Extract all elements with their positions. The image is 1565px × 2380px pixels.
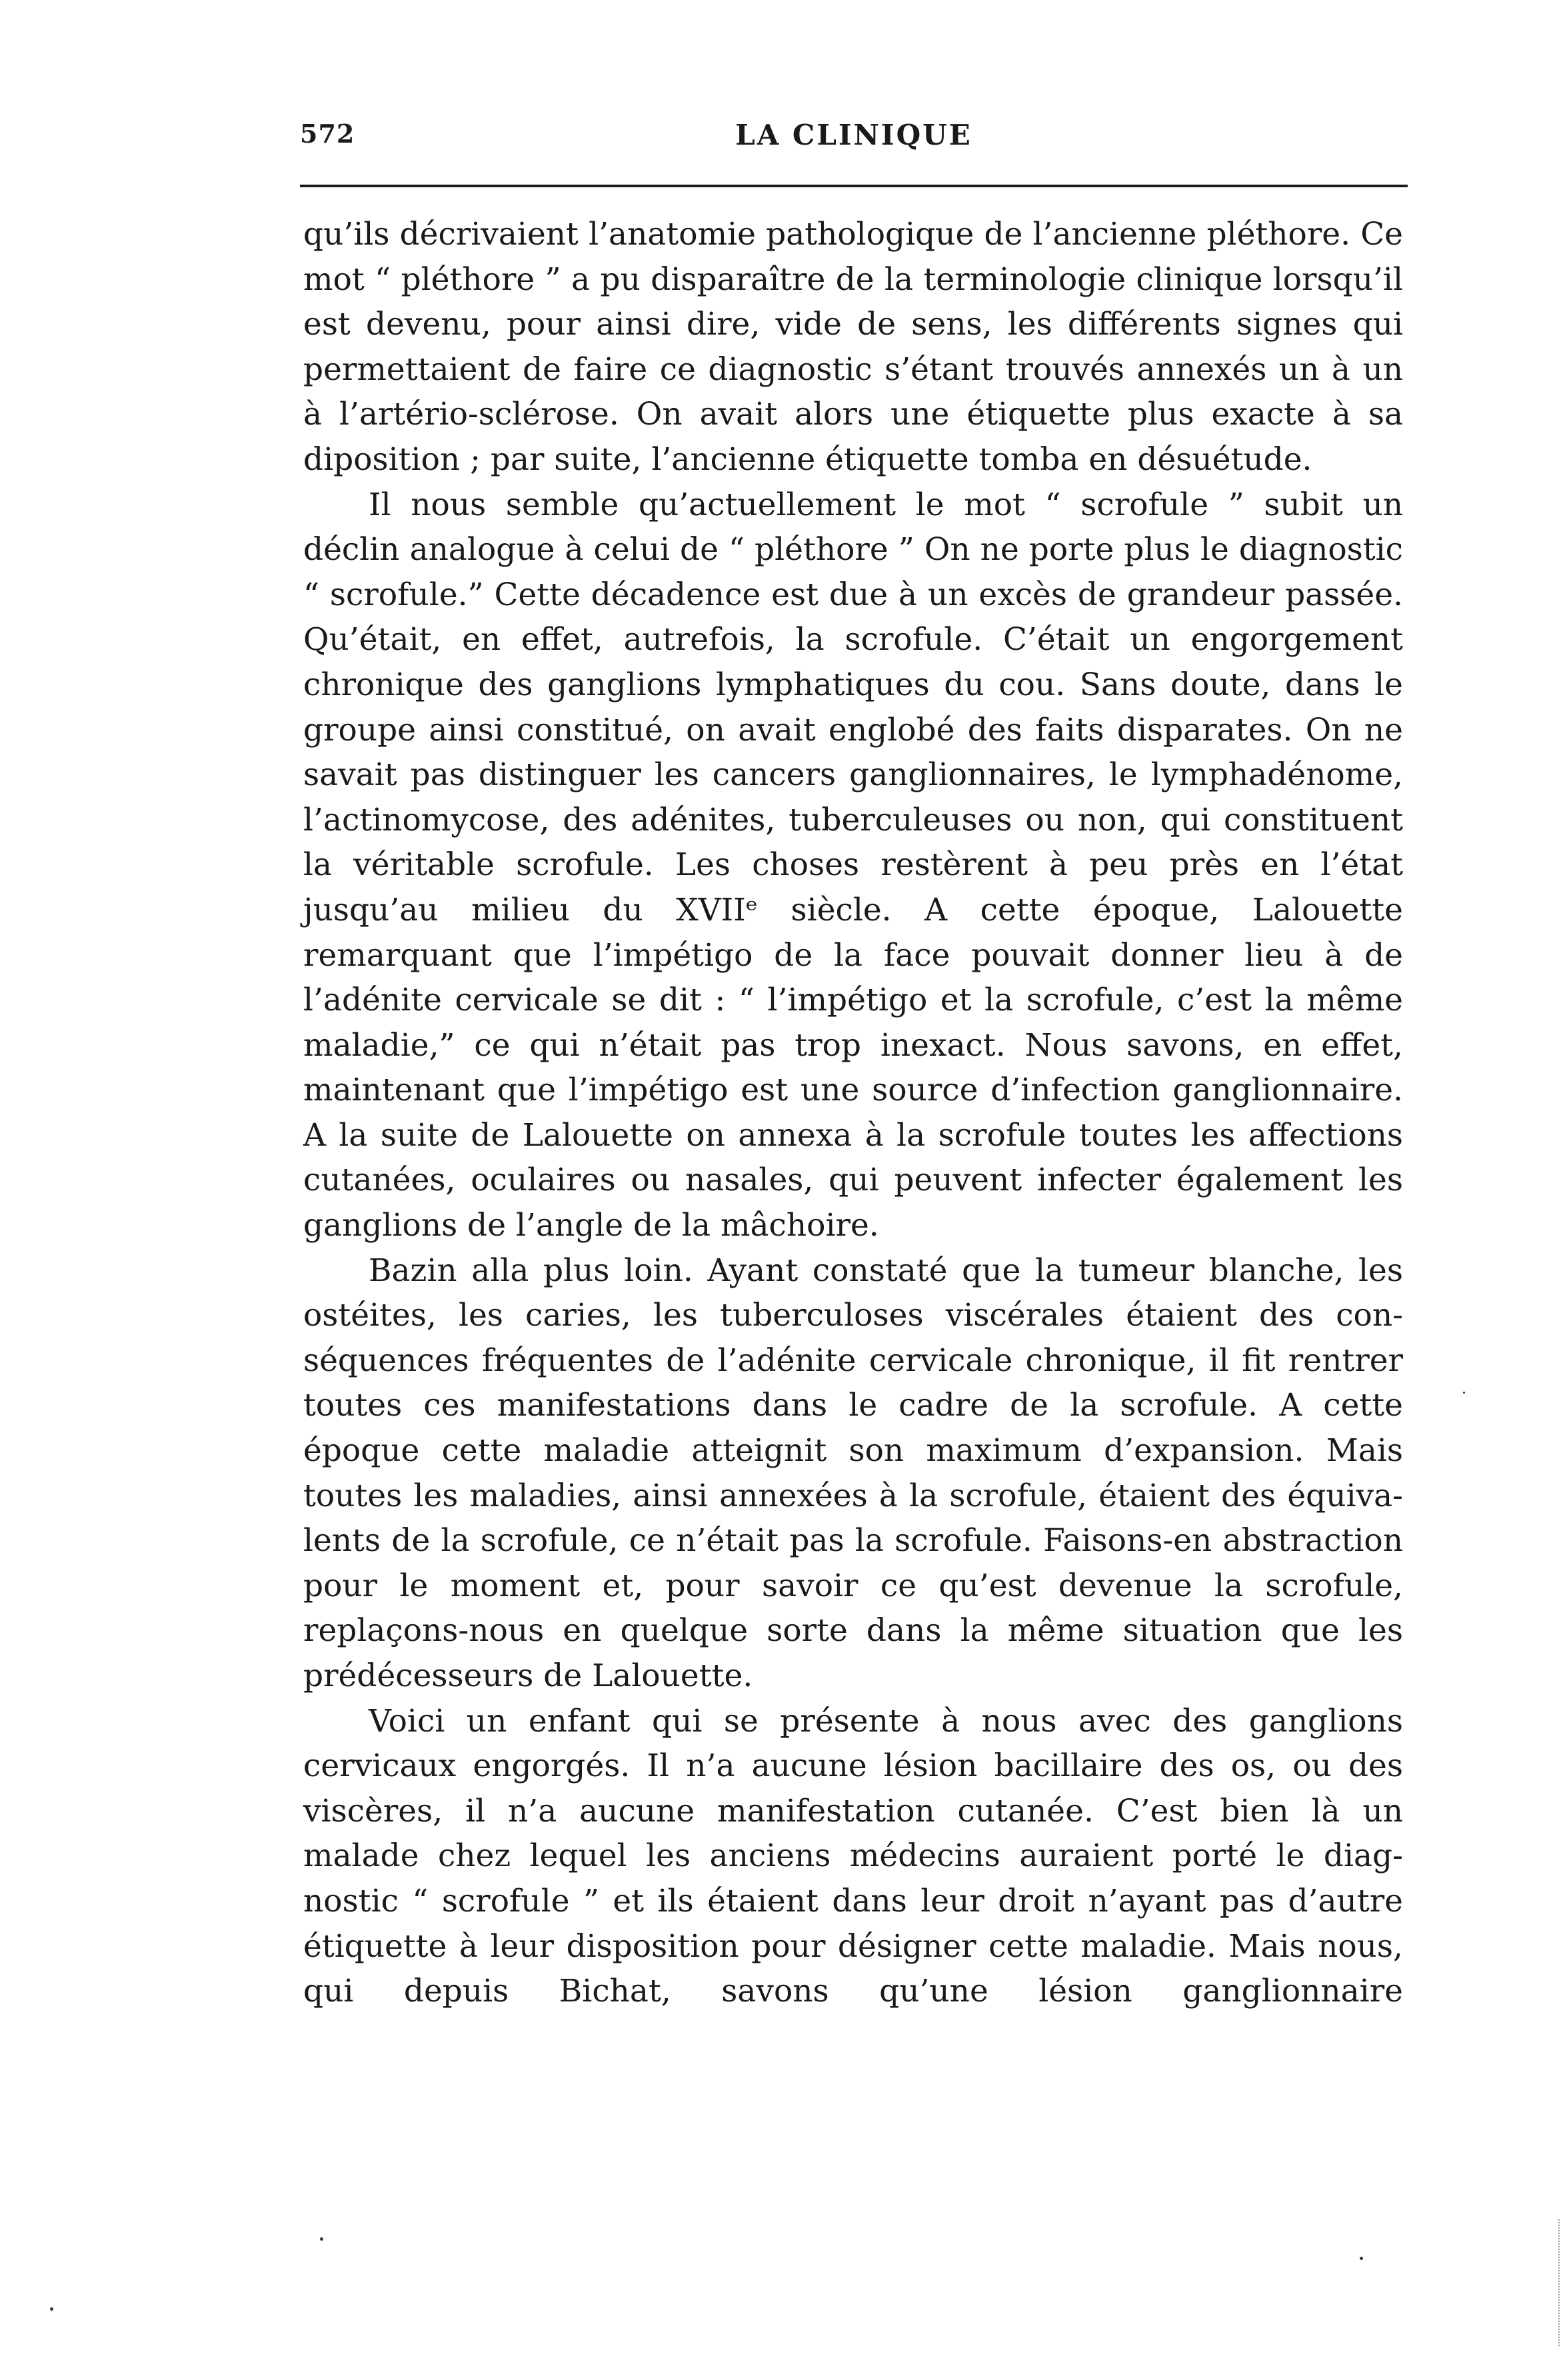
- scan-edge-mark: [1558, 2219, 1562, 2346]
- print-speck: [50, 2307, 53, 2311]
- running-head: [300, 119, 1408, 159]
- paragraph-2: Il nous semble qu’actuellement le mot “ scrofule ” subit un déclin analogue à celui de “ pléthore ” On ne porte plus le diagnostic “ scrofule.” Cette décadence est due à un excès de grandeur passée. Qu’était, en effet, autrefois, la scrofule. C’était un engorgement chronique des ganglions lymphatiques du cou. Sans doute, dans le groupe ainsi constitué, on avait englobé des faits disparates. On ne savait pas distinguer les cancers ganglionnaires, le lymphadénome, l’actinomycose, des adénites, tuberculeuses ou non, qui constituent la véritable scrofule. Les choses restèrent à peu près en l’état jusqu’au milieu du XVIIᵉ siècle. A cette époque, Lalouette remarquant que l’impétigo de la face pouvait donner lieu à de l’adénite cervicale se dit : “ l’impétigo et la scrofule, c’est la même maladie,” ce qui n’était pas trop inexact. Nous savons, en effet, maintenant que l’impétigo est une source d’infection ganglionnaire. A la suite de Lalouette on annexa à la scrofule toutes les affections cutanées, oculaires ou nasales, qui peuvent infecter également les ganglions de l’angle de la mâchoire.: [303, 486, 1403, 1244]
- journal-title: LA CLINIQUE: [735, 119, 972, 151]
- print-speck: [1360, 2257, 1363, 2260]
- body-text: [303, 212, 1403, 2014]
- print-speck: [1463, 1392, 1465, 1394]
- paragraph-3: Bazin alla plus loin. Ayant constaté que la tumeur blanche, les ostéites, les caries, les tuberculoses viscérales étaient des conséquences fréquentes de l’adénite cervicale chronique, il fit rentrer toutes ces manifestations dans le cadre de la scrofule. A cette époque cette maladie atteignit son maximum d’expansion. Mais toutes les maladies, ainsi annexées à la scrofule, étaient des équivalents de la scrofule, ce n’était pas la scrofule. Faisons-en abstraction pour le moment et, pour savoir ce qu’est devenue la scrofule, replaçons-nous en quelque sorte dans la même situation que les prédécesseurs de Lalouette.: [303, 1252, 1403, 1694]
- header-rule: [300, 185, 1408, 187]
- paragraph-4: Voici un enfant qui se présente à nous avec des ganglions cervicaux engorgés. Il n’a aucune lésion bacillaire des os, ou des viscères, il n’a aucune manifestation cutanée. C’est bien là un malade chez lequel les anciens médecins auraient porté le diagnostic “ scrofule ” et ils étaient dans leur droit n’ayant pas d’autre étiquette à leur disposition pour désigner cette maladie. Mais nous, qui depuis Bichat, savons qu’une lésion ganglionnaire: [303, 1702, 1403, 2010]
- paragraph-1: qu’ils décrivaient l’anatomie pathologique de l’ancienne pléthore. Ce mot “ pléthore ” a pu disparaître de la terminologie clinique lorsqu’il est devenu, pour ainsi dire, vide de sens, les différents signes qui permettaient de faire ce diagnostic s’étant trouvés annexés un à un à l’artério-sclérose. On avait alors une étiquette plus exacte à sa diposition ; par suite, l’ancienne étiquette tomba en désuétude.: [303, 216, 1403, 478]
- print-speck: [320, 2237, 323, 2241]
- page-number: 572: [300, 119, 355, 149]
